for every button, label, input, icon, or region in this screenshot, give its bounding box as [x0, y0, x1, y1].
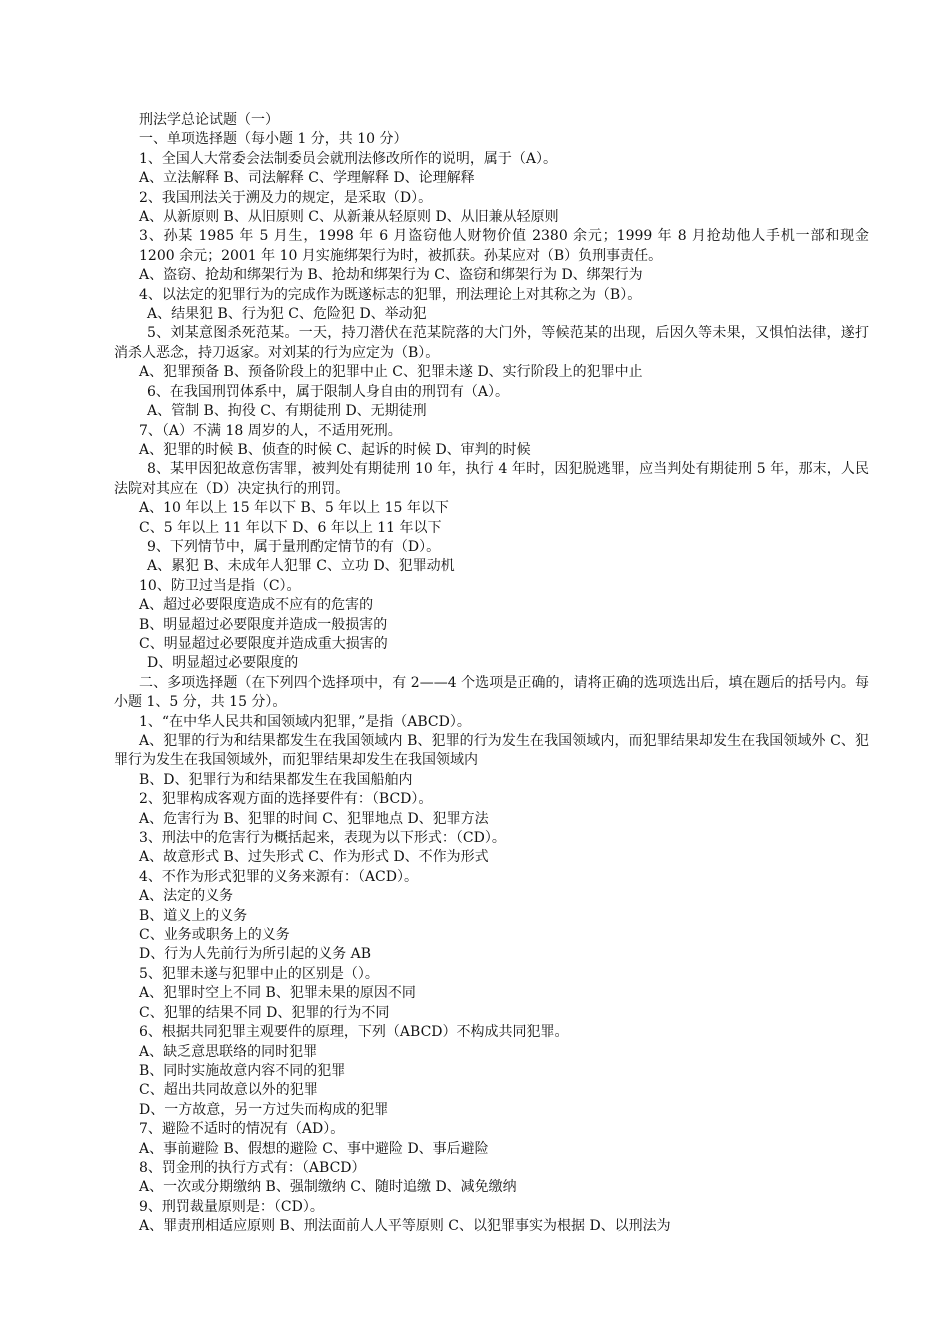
document-line: 2、犯罪构成客观方面的选择要件有：（BCD）。: [139, 791, 433, 808]
document-line: A、事前避险 B、假想的避险 C、事中避险 D、事后避险: [139, 1140, 489, 1157]
document-line: 4、以法定的犯罪行为的完成作为既遂标志的犯罪，刑法理论上对其称之为（B）。: [139, 286, 642, 303]
document-line: 10、防卫过当是指（C）。: [139, 577, 301, 594]
document-line: 4、不作为形式犯罪的义务来源有：（ACD）。: [139, 868, 418, 885]
document-line: B、明显超过必要限度并造成一般损害的: [139, 616, 388, 633]
document-line: B、道义上的义务: [139, 907, 248, 924]
document-line: C、犯罪的结果不同 D、犯罪的行为不同: [139, 1004, 390, 1021]
document-line: D、一方故意，另一方过失而构成的犯罪: [139, 1101, 389, 1118]
document-line: 1、“在中华人民共和国领域内犯罪，”是指（ABCD）。: [139, 713, 471, 730]
document-line: D、行为人先前行为所引起的义务 AB: [139, 946, 372, 963]
document-line: B、同时实施故意内容不同的犯罪: [139, 1062, 346, 1079]
document-line: 6、根据共同犯罪主观要件的原理，下列（ABCD）不构成共同犯罪。: [139, 1024, 569, 1041]
document-line: 刑法学总论试题（一）: [139, 112, 279, 128]
document-line: A、管制 B、拘役 C、有期徒刑 D、无期徒刑: [147, 403, 427, 420]
document-line: A、从新原则 B、从旧原则 C、从新兼从轻原则 D、从旧兼从轻原则: [139, 209, 559, 226]
document-line: 5、刘某意图杀死范某。一天，持刀潜伏在范某院落的大门外，等候范某的出现，后因久等未果，又惧怕法律，遂打消杀人恶念，持刀返家。对刘某的行为应定为（B）。: [114, 325, 869, 361]
document-line: 3、刑法中的危害行为概括起来，表现为以下形式：（CD）。: [139, 830, 506, 847]
document-body: [114, 111, 869, 1237]
document-line: C、5 年以上 11 年以下 D、6 年以上 11 年以下: [139, 519, 442, 536]
document-line: 9、下列情节中，属于量刑酌定情节的有（D）。: [147, 538, 441, 555]
document-line: C、超出共同故意以外的犯罪: [139, 1082, 318, 1099]
document-line: A、犯罪预备 B、预备阶段上的犯罪中止 C、犯罪未遂 D、实行阶段上的犯罪中止: [139, 364, 643, 381]
document-line: A、危害行为 B、犯罪的时间 C、犯罪地点 D、犯罪方法: [139, 810, 489, 827]
document-line: D、明显超过必要限度的: [147, 655, 299, 672]
document-line: A、犯罪时空上不同 B、犯罪未果的原因不同: [139, 985, 416, 1002]
document-line: A、一次或分期缴纳 B、强制缴纳 C、随时追缴 D、减免缴纳: [139, 1179, 517, 1196]
document-line: A、累犯 B、未成年人犯罪 C、立功 D、犯罪动机: [147, 558, 455, 575]
document-line: A、法定的义务: [139, 888, 234, 905]
document-line: A、结果犯 B、行为犯 C、危险犯 D、举动犯: [147, 306, 427, 323]
document-line: 7、避险不适时的情况有（AD）。: [139, 1121, 345, 1138]
document-line: 6、在我国刑罚体系中，属于限制人身自由的刑罚有（A）。: [147, 383, 510, 400]
document-line: 1、全国人大常委会法制委员会就刑法修改所作的说明，属于（A）。: [139, 150, 558, 167]
document-line: A、立法解释 B、司法解释 C、学理解释 D、论理解释: [139, 170, 475, 187]
document-line: A、缺乏意思联络的同时犯罪: [139, 1043, 318, 1060]
document-line: 3、孙某 1985 年 5 月生，1998 年 6 月盗窃他人财物价值 2380 余元；1999 年 8 月抢劫他人手机一部和现金 1200 余元；2001 年 10 月实施绑架行为时，被抓获。孙某应对（B）负刑事责任。: [139, 228, 869, 264]
document-line: C、明显超过必要限度并造成重大损害的: [139, 635, 388, 652]
document-line: A、盗窃、抢劫和绑架行为 B、抢劫和绑架行为 C、盗窃和绑架行为 D、绑架行为: [139, 267, 643, 284]
document-line: A、罪责刑相适应原则 B、刑法面前人人平等原则 C、以犯罪事实为根据 D、以刑法为: [139, 1218, 671, 1235]
document-line: 8、某甲因犯故意伤害罪，被判处有期徒刑 10 年，执行 4 年时，因犯脱逃罪，应当判处有期徒刑 5 年，那末，人民法院对其应在（D）决定执行的刑罚。: [114, 461, 869, 497]
document-line: A、犯罪的行为和结果都发生在我国领域内 B、犯罪的行为发生在我国领域内，而犯罪结果却发生在我国领域外 C、犯罪行为发生在我国领域外，而犯罪结果却发生在我国领域内: [114, 733, 869, 769]
document-line: 8、罚金刑的执行方式有：（ABCD）: [139, 1159, 366, 1176]
document-line: 5、犯罪未遂与犯罪中止的区别是（）。: [139, 965, 379, 982]
document-line: 7、（A）不满 18 周岁的人，不适用死刑。: [139, 422, 402, 439]
document-line: 二、多项选择题（在下列四个选择项中，有 2——4 个选项是正确的，请将正确的选项选出后，填在题后的括号内。每小题 1、5 分，共 15 分）。: [114, 674, 869, 711]
document-line: C、业务或职务上的义务: [139, 927, 290, 944]
document-line: A、犯罪的时候 B、侦查的时候 C、起诉的时候 D、审判的时候: [139, 441, 531, 458]
document-line: 2、我国刑法关于溯及力的规定，是采取（D）。: [139, 189, 433, 206]
document-line: A、10 年以上 15 年以下 B、5 年以上 15 年以下: [139, 500, 449, 517]
document-line: A、超过必要限度造成不应有的危害的: [139, 597, 374, 614]
document-line: A、故意形式 B、过失形式 C、作为形式 D、不作为形式: [139, 849, 489, 866]
document-line: 一、单项选择题（每小题 1 分，共 10 分）: [139, 131, 408, 148]
document-line: 9、刑罚裁量原则是：（CD）。: [139, 1198, 324, 1215]
document-line: B、D、犯罪行为和结果都发生在我国船舶内: [139, 771, 413, 788]
